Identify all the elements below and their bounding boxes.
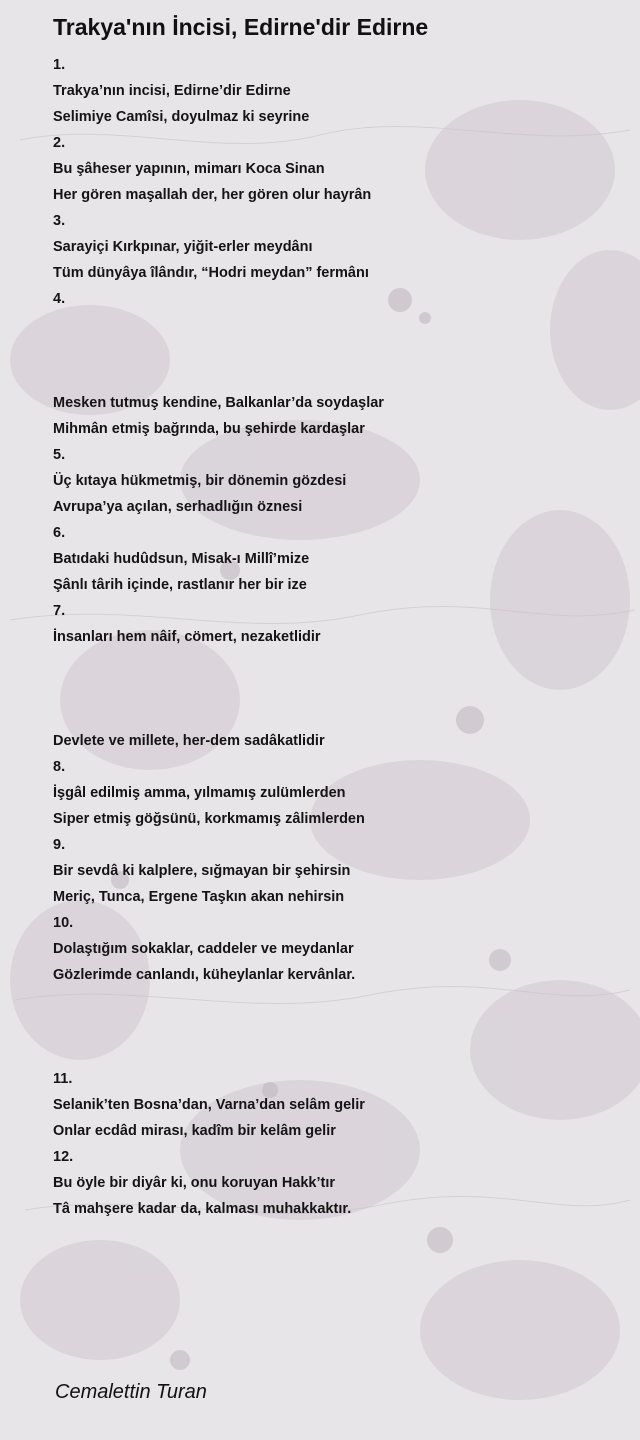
- poem-line: Onlar ecdâd mirası, kadîm bir kelâm gelir: [53, 1123, 336, 1139]
- poem-line: İşgâl edilmiş amma, yılmamış zulümlerden: [53, 785, 346, 801]
- stanza-number: 11.: [53, 1071, 73, 1087]
- poem-line: Batıdaki hudûdsun, Misak-ı Millî’mize: [53, 551, 310, 567]
- poem-line: Gözlerimde canlandı, küheylanlar kervânlar.: [53, 967, 356, 983]
- stanza-number: 9.: [53, 837, 66, 853]
- poem-body: [53, 52, 613, 1222]
- poem-line: Devlete ve millete, her-dem sadâkatlidir: [53, 733, 325, 749]
- poem-line: Trakya’nın incisi, Edirne’dir Edirne: [53, 83, 291, 99]
- stanza-gap: [53, 988, 613, 1066]
- poem-title: Trakya'nın İncisi, Edirne'dir Edirne: [53, 14, 429, 40]
- stanza-number: 2.: [53, 135, 66, 151]
- stanza-number: 4.: [53, 291, 66, 307]
- stanza-number: 3.: [53, 213, 66, 229]
- poem-line: Mesken tutmuş kendine, Balkanlar’da soydaşlar: [53, 395, 384, 411]
- poem-line: Üç kıtaya hükmetmiş, bir dönemin gözdesi: [53, 473, 347, 489]
- stanza-gap: [53, 312, 613, 390]
- poem-line: Tüm dünyâya îlândır, “Hodri meydan” fermânı: [53, 265, 369, 281]
- poem-line: Bu öyle bir diyâr ki, onu koruyan Hakk’tır: [53, 1175, 336, 1191]
- poem-line: Avrupa’ya açılan, serhadlığın öznesi: [53, 499, 303, 515]
- poem-line: Siper etmiş göğsünü, korkmamış zâlimlerden: [53, 811, 365, 827]
- poem-line: Selimiye Camîsi, doyulmaz ki seyrine: [53, 109, 310, 125]
- poem-line: Her gören maşallah der, her gören olur hayrân: [53, 187, 372, 203]
- stanza-gap: [53, 650, 613, 728]
- poem-line: İnsanları hem nâif, cömert, nezaketlidir: [53, 629, 321, 645]
- poem-author: Cemalettin Turan: [55, 1381, 207, 1403]
- stanza-number: 10.: [53, 915, 74, 931]
- poem-line: Şânlı târih içinde, rastlanır her bir ize: [53, 577, 307, 593]
- poem-line: Bu şâheser yapının, mimarı Koca Sinan: [53, 161, 325, 177]
- poem-line: Selanik’ten Bosna’dan, Varna’dan selâm gelir: [53, 1097, 365, 1113]
- stanza-number: 8.: [53, 759, 66, 775]
- poem-line: Tâ mahşere kadar da, kalması muhakkaktır.: [53, 1201, 352, 1217]
- stanza-number: 12.: [53, 1149, 74, 1165]
- poem-line: Bir sevdâ ki kalplere, sığmayan bir şehirsin: [53, 863, 351, 879]
- poem-line: Sarayiçi Kırkpınar, yiğit-erler meydânı: [53, 239, 313, 255]
- poem-line: Meriç, Tunca, Ergene Taşkın akan nehirsin: [53, 889, 345, 905]
- stanza-number: 5.: [53, 447, 66, 463]
- stanza-number: 6.: [53, 525, 66, 541]
- poem-line: Mihmân etmiş bağrında, bu şehirde kardaşlar: [53, 421, 365, 437]
- stanza-number: 7.: [53, 603, 66, 619]
- poem-line: Dolaştığım sokaklar, caddeler ve meydanlar: [53, 941, 354, 957]
- stanza-number: 1.: [53, 57, 66, 73]
